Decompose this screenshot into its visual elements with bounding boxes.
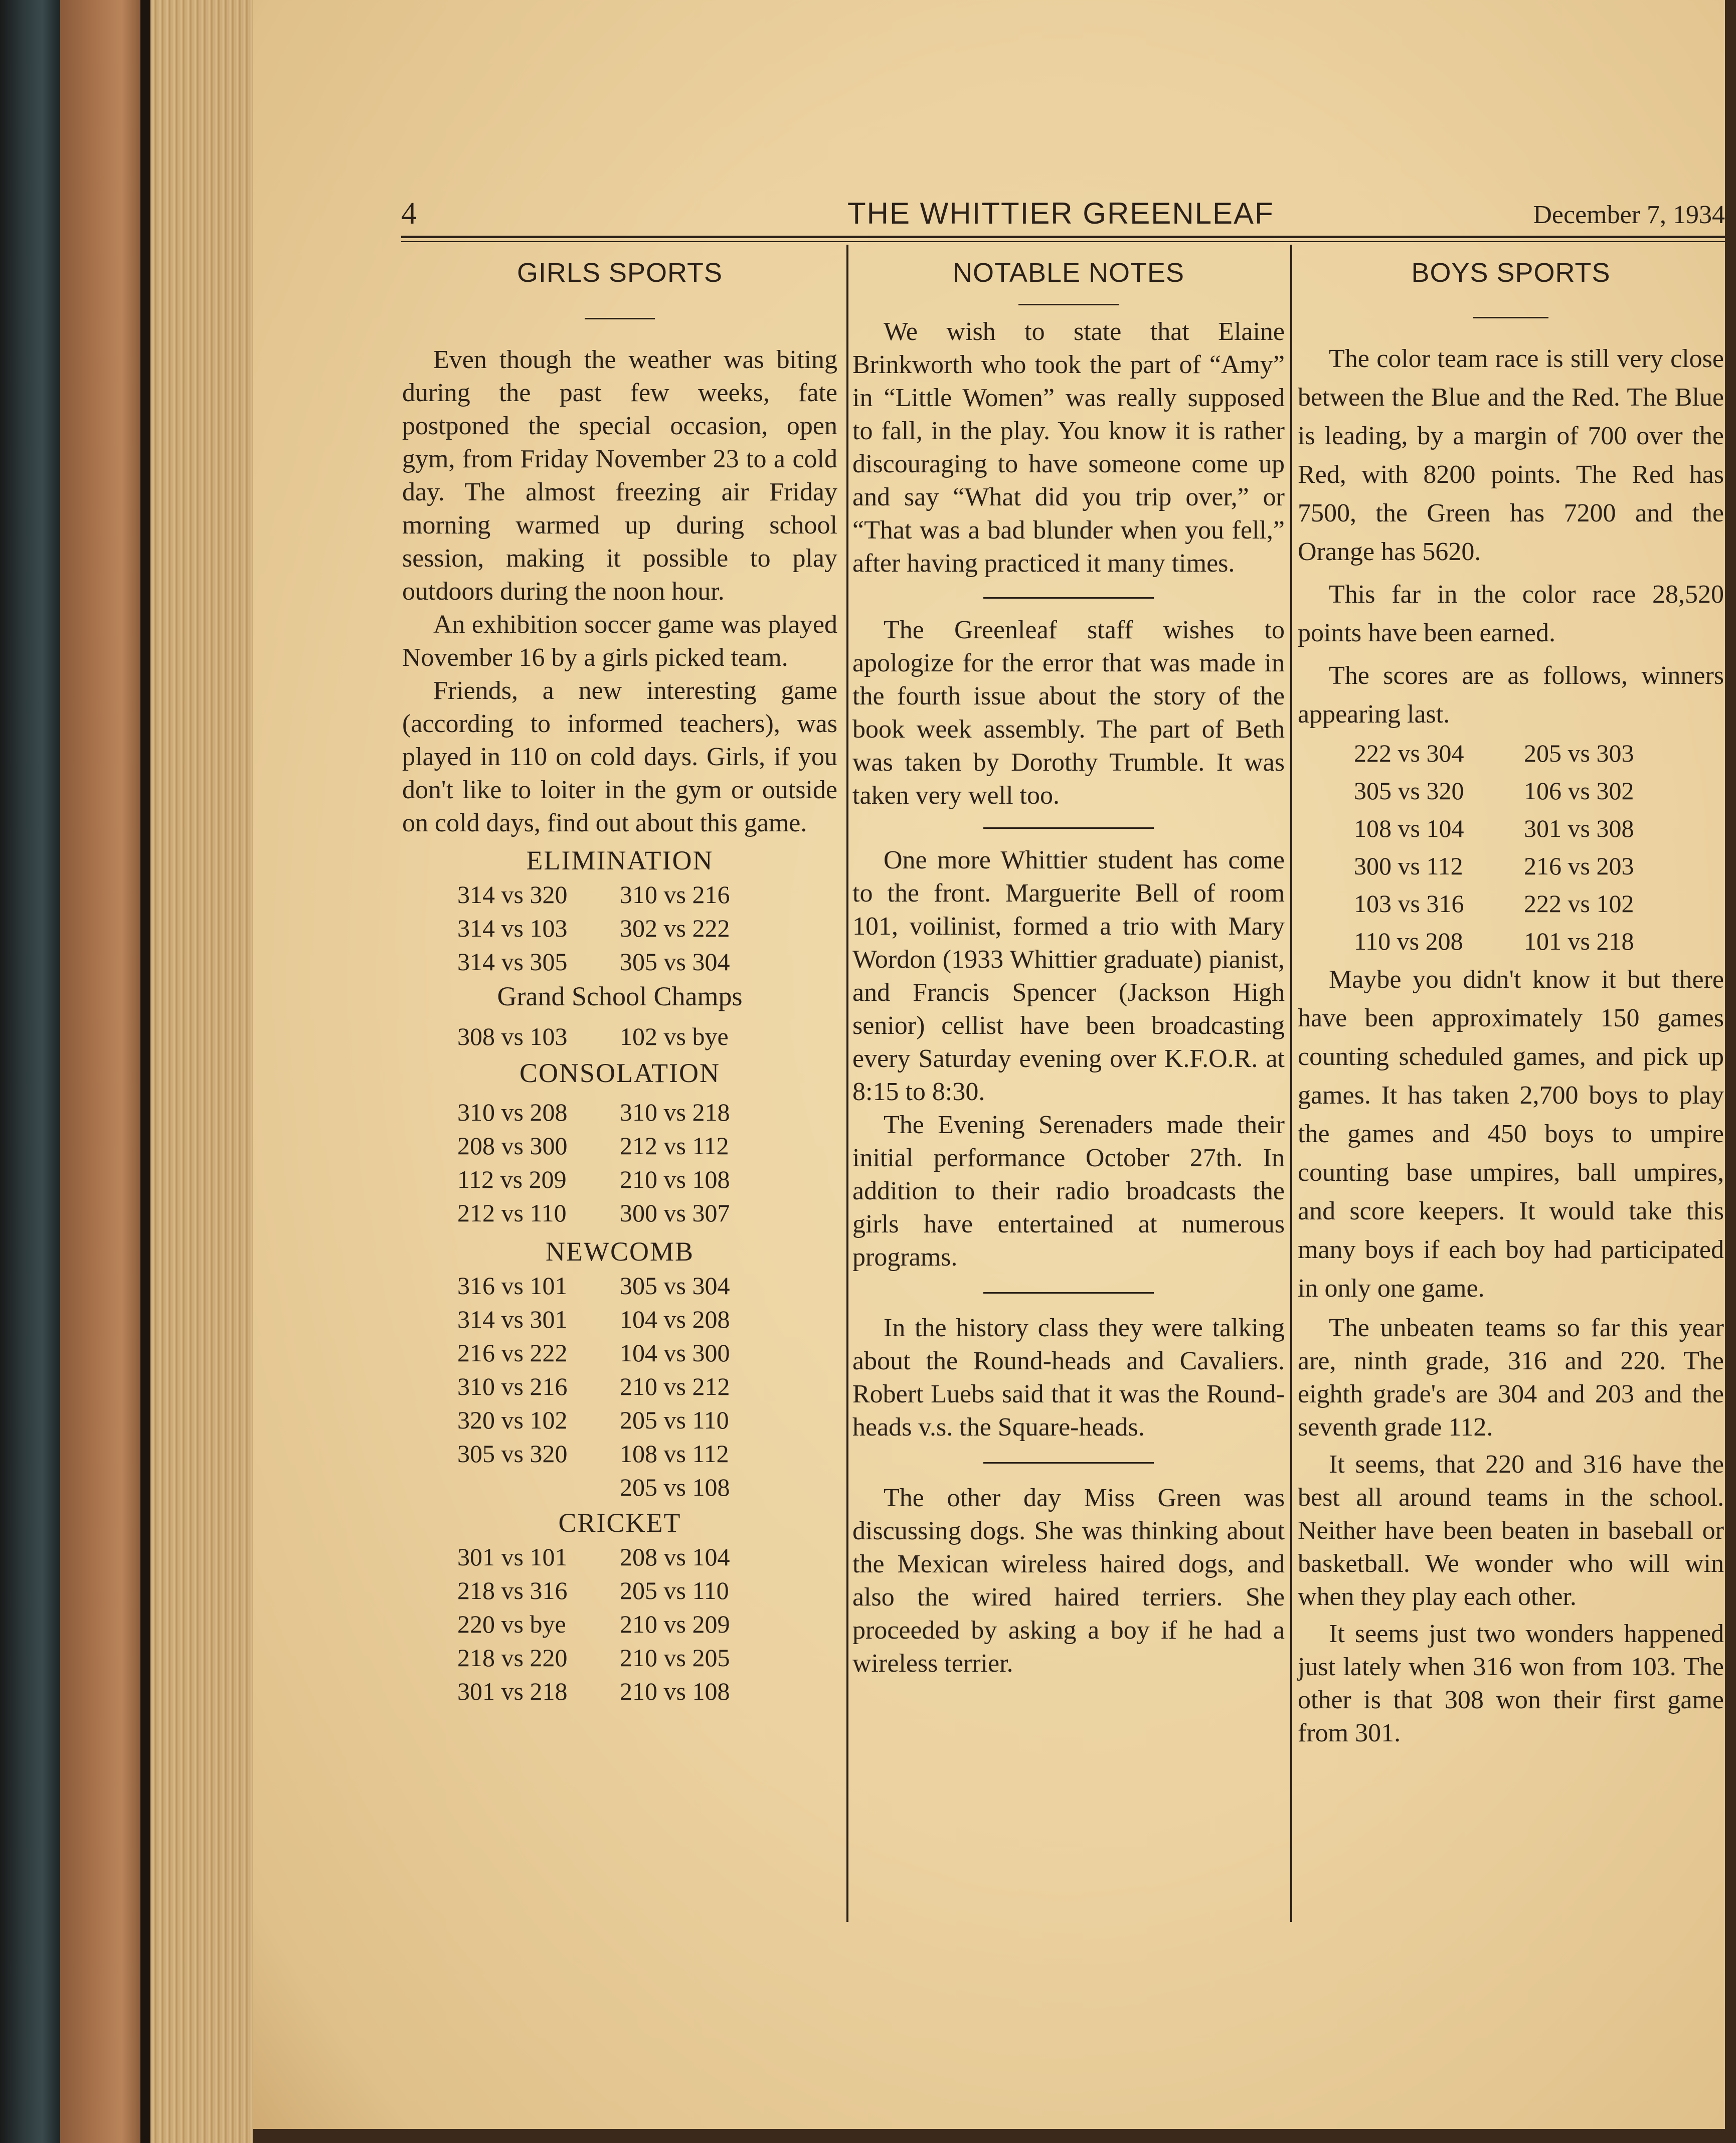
score-entry: 212 vs 112	[620, 1132, 729, 1160]
newspaper-title: THE WHITTIER GREENLEAF	[847, 197, 1274, 230]
score-entry: 112 vs 209	[457, 1165, 567, 1193]
page-stack-edge	[150, 0, 256, 2143]
score-entry: 216 vs 203	[1524, 852, 1634, 880]
score-entry: 302 vs 222	[620, 914, 730, 942]
grand-champs-title: Grand School Champs	[497, 981, 743, 1011]
note-separator	[983, 1292, 1154, 1294]
score-entry: 305 vs 304	[620, 1272, 730, 1300]
heading-rule	[585, 318, 655, 319]
cricket-scores	[457, 1540, 782, 1708]
score-entry: 220 vs bye	[457, 1610, 566, 1638]
consolation-title: CONSOLATION	[519, 1058, 720, 1088]
score-entry: 308 vs 103	[457, 1022, 568, 1050]
score-entry: 106 vs 302	[1524, 777, 1634, 805]
grand-champs-scores	[457, 1020, 782, 1053]
score-entry: 101 vs 218	[1524, 927, 1634, 955]
score-entry: 210 vs 108	[620, 1677, 730, 1705]
score-entry: 316 vs 101	[457, 1272, 568, 1300]
score-entry: 210 vs 108	[620, 1165, 730, 1193]
elimination-title: ELIMINATION	[526, 845, 714, 875]
girls-paragraph: Friends, a new interesting game (according to informed teachers), was played in 110 on cold days. Girls, if you don't like to loiter in the gym or outside on cold days, find out about this game.	[402, 676, 837, 837]
boys-paragraph: It seems, that 220 and 316 have the best all around teams in the school. Neither have been beaten in baseball or basketball. We wonder who will win when they play each other.	[1298, 1450, 1724, 1611]
score-entry: 210 vs 205	[620, 1644, 730, 1672]
score-entry: 208 vs 300	[457, 1132, 568, 1160]
score-entry: 103 vs 316	[1354, 889, 1464, 918]
note-item: One more Whittier student has come to the front. Marguerite Bell of room 101, voilinist, formed a trio with Mary Wordon (1933 Whittier graduate) pianist, and Francis Spencer (Jackson High senior) cellist have been broadcasting every Saturday evening over K.F.O.R. at 8:15 to 8:30.	[852, 846, 1285, 1106]
score-entry: 310 vs 216	[457, 1372, 568, 1400]
consolation-scores	[457, 1096, 782, 1230]
note-item: The other day Miss Green was discussing dogs. She was thinking about the Mexican wireless haired dogs, and also the wired haired terriers. She proceeded by asking a boy if he had a wireless terrier.	[852, 1484, 1285, 1678]
notable-notes-column	[852, 251, 1285, 1680]
score-entry: 305 vs 320	[1354, 777, 1464, 805]
page-number: 4	[401, 197, 417, 231]
newcomb-title: NEWCOMB	[546, 1236, 694, 1267]
note-item: In the history class they were talking about the Round-heads and Cavaliers. Robert Luebs said that it was the Round-heads v.s. the Square-heads.	[852, 1314, 1285, 1442]
score-entry: 310 vs 218	[620, 1098, 730, 1126]
cricket-title: CRICKET	[558, 1508, 681, 1538]
book-cover-edge	[60, 0, 148, 2143]
note-item: The Evening Serenaders made their initial performance October 27th. In addition to their radio broadcasts the girls have entertained at numerous programs.	[852, 1111, 1285, 1272]
masthead-rule-thin	[401, 241, 1725, 242]
page-bottom-edge	[253, 2129, 1736, 2143]
elimination-scores	[457, 878, 782, 979]
note-separator	[983, 1462, 1154, 1464]
score-entry: 218 vs 220	[457, 1644, 568, 1672]
score-entry: 104 vs 300	[620, 1339, 730, 1367]
score-entry: 300 vs 112	[1354, 852, 1463, 880]
note-item: The Greenleaf staff wishes to apologize for the error that was made in the fourth issue about the story of the book week assembly. The part of Beth was taken by Dorothy Trumble. It was taken very well too.	[852, 616, 1285, 810]
score-entry: 310 vs 216	[620, 880, 730, 909]
score-entry: 305 vs 320	[457, 1440, 568, 1468]
column-divider	[846, 245, 848, 1922]
score-entry: 218 vs 316	[457, 1576, 568, 1604]
page-right-edge	[1725, 0, 1736, 2143]
score-entry: 314 vs 103	[457, 914, 568, 942]
score-entry: 104 vs 208	[620, 1305, 730, 1333]
score-entry: 210 vs 212	[620, 1372, 730, 1400]
newcomb-scores	[457, 1269, 782, 1504]
score-entry: 314 vs 305	[457, 948, 568, 976]
score-entry: 320 vs 102	[457, 1406, 568, 1434]
boys-sports-column	[1298, 251, 1724, 1750]
score-entry: 301 vs 101	[457, 1543, 568, 1571]
score-entry	[457, 1471, 620, 1504]
score-entry: 102 vs bye	[620, 1022, 729, 1050]
notable-notes-heading: NOTABLE NOTES	[952, 258, 1185, 288]
boys-paragraph: Maybe you didn't know it but there have been approximately 150 games counting scheduled games, and pick up games. It has taken 2,700 boys to play the games and 450 boys to umpire counting base umpires, ball umpires, and score keepers. It would take this many boys if each boy had participated in only one game.	[1298, 965, 1724, 1303]
boys-paragraph: The color team race is still very close between the Blue and the Red. The Blue is leading, by a margin of 700 over the Red, with 8200 points. The Red has 7500, the Green has 7200 and the Orange has 5620.	[1298, 344, 1724, 566]
score-entry: 108 vs 112	[620, 1440, 729, 1468]
note-separator	[983, 827, 1154, 829]
score-entry: 222 vs 102	[1524, 889, 1634, 918]
score-entry: 110 vs 208	[1354, 927, 1463, 955]
book-spine	[0, 0, 60, 2143]
score-entry: 300 vs 307	[620, 1199, 730, 1227]
note-separator	[983, 597, 1154, 599]
score-entry: 212 vs 110	[457, 1199, 567, 1227]
score-entry: 314 vs 301	[457, 1305, 568, 1333]
score-entry: 305 vs 304	[620, 948, 730, 976]
heading-rule	[1018, 304, 1119, 305]
score-entry: 108 vs 104	[1354, 814, 1464, 842]
girls-paragraph: Even though the weather was biting during the past few weeks, fate postponed the special occasion, open gym, from Friday November 23 to a cold day. The almost freezing air Friday morning warmed up during school session, making it possible to play outdoors during the noon hour.	[402, 345, 837, 606]
girls-sports-column	[402, 251, 837, 1708]
masthead-rule	[401, 236, 1725, 238]
score-entry: 301 vs 308	[1524, 814, 1634, 842]
score-entry: 216 vs 222	[457, 1339, 568, 1367]
score-entry: 314 vs 320	[457, 880, 568, 909]
score-entry: 222 vs 304	[1354, 739, 1464, 767]
boys-sports-heading: BOYS SPORTS	[1411, 258, 1611, 288]
girls-paragraph: An exhibition soccer game was played November 16 by a girls picked team.	[402, 610, 837, 672]
boys-scores	[1298, 735, 1724, 960]
score-entry: 205 vs 303	[1524, 739, 1634, 767]
heading-rule	[1473, 317, 1548, 318]
boys-paragraph: The unbeaten teams so far this year are, ninth grade, 316 and 220. The eighth grade's are 304 and 203 and the seventh grade 112.	[1298, 1314, 1724, 1442]
boys-paragraph: This far in the color race 28,520 points have been earned.	[1298, 580, 1724, 647]
boys-paragraph: The scores are as follows, winners appearing last.	[1298, 661, 1724, 729]
girls-sports-heading: GIRLS SPORTS	[516, 258, 723, 288]
issue-date: December 7, 1934	[1533, 201, 1725, 229]
score-entry: 210 vs 209	[620, 1610, 730, 1638]
score-entry: 208 vs 104	[620, 1543, 730, 1571]
note-item: We wish to state that Elaine Brinkworth who took the part of “Amy” in “Little Women” was really supposed to fall, in the play. You know it is rather discouraging to have someone come up and say “What did you trip over,” or “That was a bad blunder when you fell,” after having practiced it many times.	[852, 317, 1285, 578]
score-entry: 205 vs 110	[620, 1406, 729, 1434]
score-entry: 205 vs 108	[620, 1473, 730, 1501]
score-entry: 205 vs 110	[620, 1576, 729, 1604]
column-divider	[1290, 245, 1292, 1922]
score-entry: 310 vs 208	[457, 1098, 568, 1126]
score-entry: 301 vs 218	[457, 1677, 568, 1705]
masthead	[401, 195, 1725, 235]
boys-paragraph: It seems just two wonders happened just lately when 316 won from 103. The other is that 308 won their first game from 301.	[1298, 1620, 1724, 1747]
